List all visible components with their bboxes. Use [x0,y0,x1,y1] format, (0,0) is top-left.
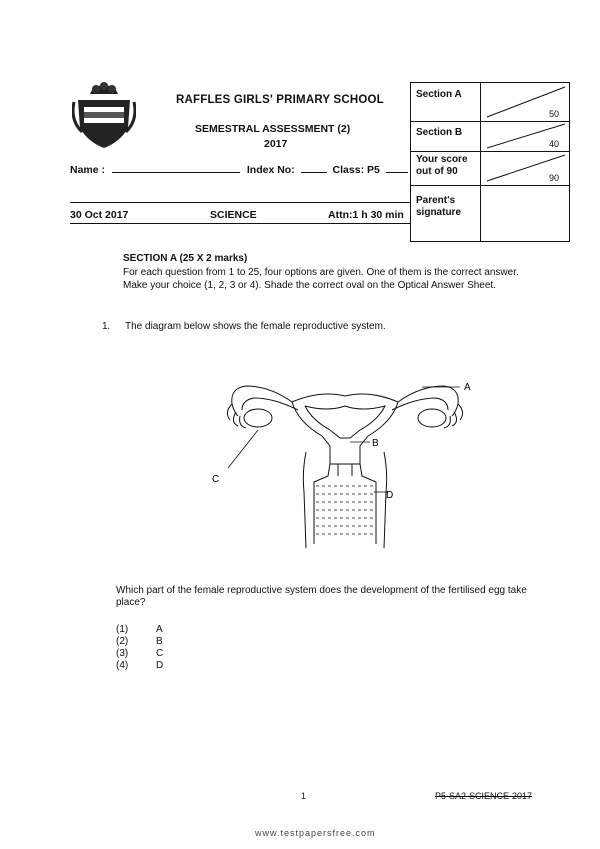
score-label: Section A [411,83,481,121]
label-c: C [212,474,220,485]
option-4[interactable] [116,660,164,671]
exam-info-row [70,209,410,223]
score-max: 40 [548,139,559,149]
name-field[interactable] [112,163,240,173]
score-label: Parent's signature [411,185,481,241]
class-field[interactable] [386,163,408,173]
signature-cell[interactable] [481,185,569,241]
score-row-section-a [411,83,569,122]
option-2[interactable] [116,636,163,647]
score-max: 50 [548,109,559,119]
option-letter: A [156,624,163,635]
exam-subject: SCIENCE [210,209,257,221]
option-letter: D [156,660,164,671]
exam-year: 2017 [264,138,288,150]
label-a: A [464,382,471,393]
footer-cut-text: www.testpapersfree.com [255,828,376,838]
header-divider-top [70,202,410,203]
index-field[interactable] [301,163,327,173]
page-number: 1 [301,791,307,801]
section-heading: SECTION A (25 X 2 marks) [123,253,248,264]
score-table [410,82,570,242]
school-crest-logo [72,80,136,152]
paper-code: P5-SA2-SCIENCE-2017 [435,791,533,801]
school-name: RAFFLES GIRLS' PRIMARY SCHOOL [176,94,384,106]
score-cell[interactable] [481,151,569,185]
option-letter: C [156,648,164,659]
option-number: (4) [116,660,129,671]
score-cell[interactable] [481,121,569,151]
option-number: (1) [116,624,129,635]
score-row-parent-signature [411,185,569,241]
exam-duration: Attn:1 h 30 min [328,209,404,221]
option-1[interactable] [116,624,163,635]
score-row-section-b [411,121,569,152]
student-details-row [70,163,408,176]
label-b: B [372,438,379,449]
question-number: 1. [102,321,111,332]
index-label: Index No: [246,164,295,176]
exam-title: SEMESTRAL ASSESSMENT (2) [195,123,351,135]
option-3[interactable] [116,648,164,659]
name-label: Name : [70,164,106,176]
score-cell[interactable] [481,83,569,121]
option-number: (2) [116,636,129,647]
question-prompt: Which part of the female reproductive system does the development of the fertilised egg take place? [116,585,527,608]
question-text: The diagram below shows the female reproductive system. [125,321,386,332]
score-max: 90 [548,173,559,183]
class-label: Class: P5 [332,164,380,176]
female-reproductive-system-diagram [210,372,480,552]
option-letter: B [156,636,163,647]
exam-date: 30 Oct 2017 [70,209,129,221]
score-label: Section B [411,121,481,151]
score-row-total [411,151,569,186]
option-number: (3) [116,648,129,659]
label-d: D [386,490,394,501]
instruction-line-2: Make your choice (1, 2, 3 or 4). Shade the correct oval on the Optical Answer Sheet. [123,280,496,291]
header-divider-bottom [70,223,410,224]
instruction-line-1: For each question from 1 to 25, four options are given. One of them is the correct answer. [123,267,519,278]
score-label: Your score out of 90 [411,151,481,185]
